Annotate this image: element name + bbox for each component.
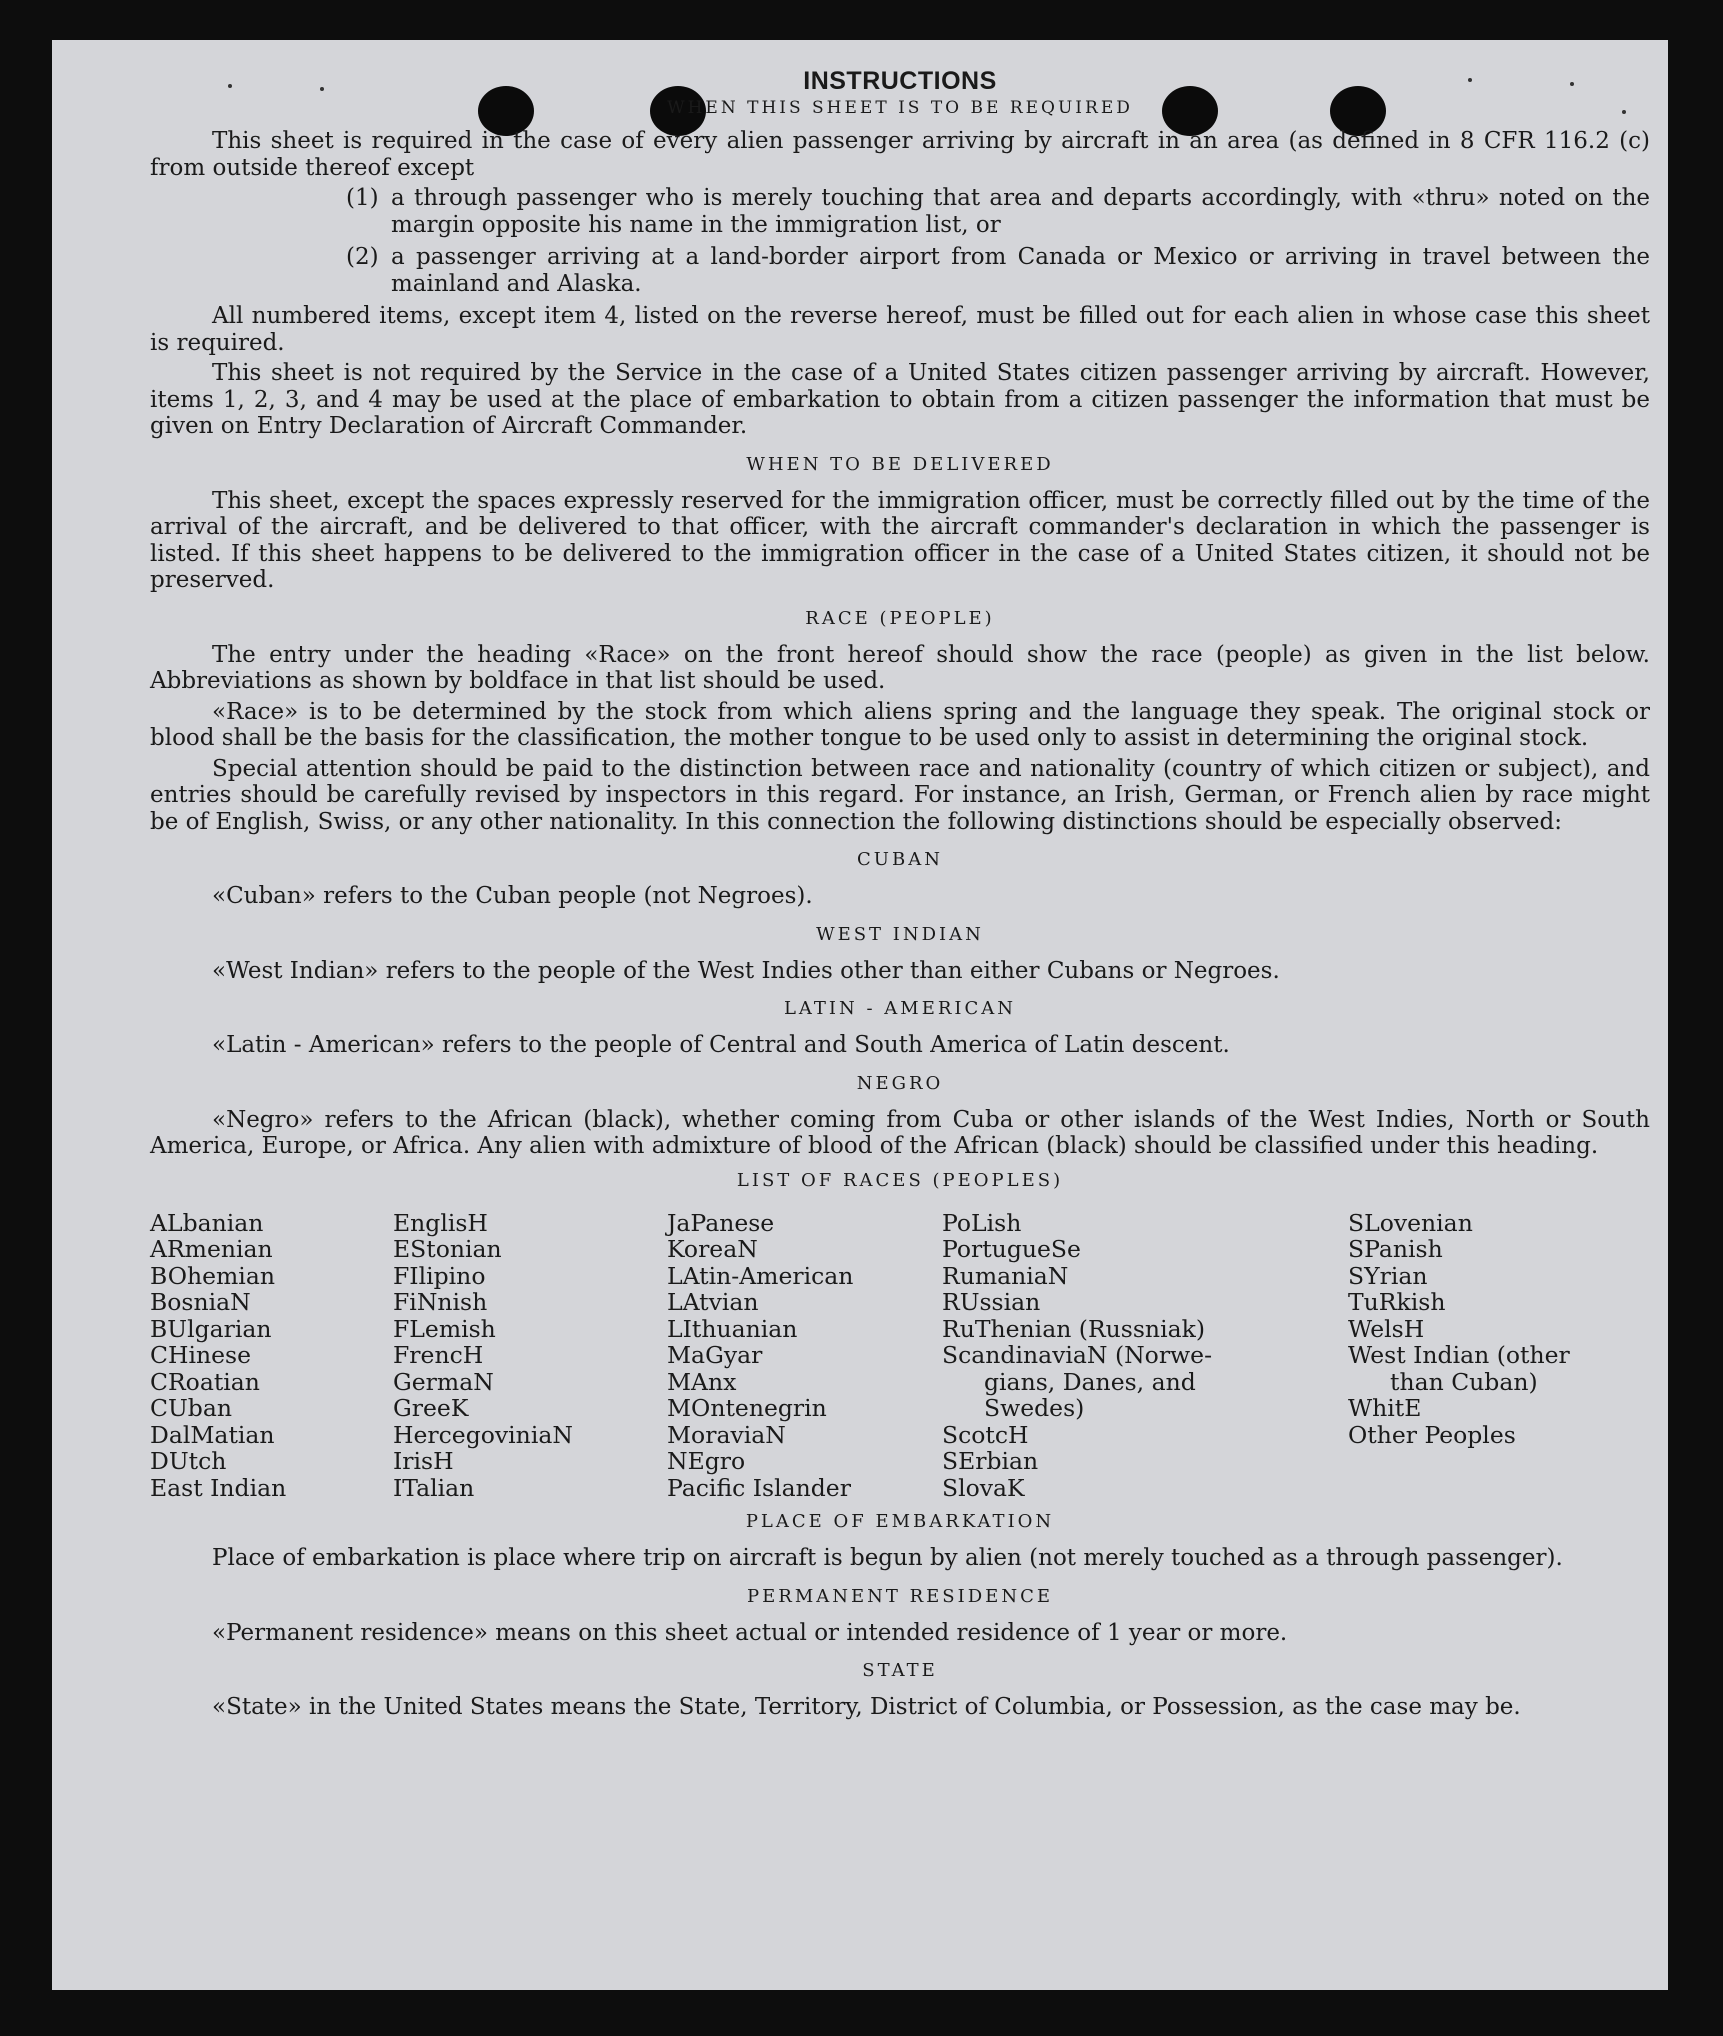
item-number: (2) xyxy=(346,244,379,270)
race-entry: WelsH xyxy=(1348,1314,1425,1343)
page-subtitle: WHEN THIS SHEET IS TO BE REQUIRED xyxy=(667,98,1133,118)
exception-item xyxy=(150,244,1650,297)
section-text: Special attention should be paid to the distinction between race and nationality (country of which citizen or subject), and entries should be carefully revised by inspectors in this regard. For instance, an Irish, German, or French alien by race might be of English, Swiss, or any other nationality. In this connection the following distinctions should be especially observed: xyxy=(150,755,1650,835)
race-entry: JaPanese xyxy=(667,1208,775,1237)
race-entry: ScotcH xyxy=(942,1420,1029,1449)
section-heading: PLACE OF EMBARKATION xyxy=(745,1511,1055,1532)
race-entry: SlovaK xyxy=(942,1473,1025,1502)
section-heading: NEGRO xyxy=(856,1072,944,1094)
race-entry: FiNnish xyxy=(393,1288,488,1316)
race-entry: MAnx xyxy=(667,1367,737,1396)
section-text: «Latin - American» refers to the people of Central and South America of Latin descent. xyxy=(212,1032,1230,1058)
race-entry: SLovenian xyxy=(1348,1208,1473,1237)
race-entry: CUban xyxy=(150,1394,232,1422)
section-heading: LATIN - AMERICAN xyxy=(783,998,1017,1019)
race-entry: Swedes) xyxy=(984,1394,1085,1422)
race-entry: BOhemian xyxy=(150,1261,275,1290)
instructions-body xyxy=(150,66,1650,1725)
race-entry: WhitE xyxy=(1348,1394,1422,1422)
item-text: a passenger arriving at a land-border airport from Canada or Mexico or arriving in travel between the mainland and Alaska. xyxy=(391,244,1650,297)
section-text: The entry under the heading «Race» on the front hereof should show the race (people) as given in the list below. Abbreviations as shown by boldface in that list should be used. xyxy=(150,641,1650,694)
race-column xyxy=(1348,1210,1570,1502)
race-entry: LAtin-American xyxy=(667,1261,854,1290)
race-entry: CRoatian xyxy=(150,1367,260,1396)
race-entry: PortugueSe xyxy=(942,1235,1081,1263)
race-entry: LAtvian xyxy=(667,1288,759,1316)
race-entry: Other Peoples xyxy=(1348,1420,1516,1449)
race-column xyxy=(393,1210,667,1502)
race-entry: KoreaN xyxy=(667,1235,758,1263)
race-entry: GreeK xyxy=(393,1394,469,1422)
page-title: INSTRUCTIONS xyxy=(803,67,997,95)
race-entry: DalMatian xyxy=(150,1420,275,1449)
section-text: «Negro» refers to the African (black), whether coming from Cuba or other islands of the West Indies, North or South America, Europe, or Africa. Any alien with admixture of blood of the African (black) should be classified under this heading. xyxy=(150,1106,1650,1159)
section-text: «Permanent residence» means on this sheet actual or intended residence of 1 year or more. xyxy=(212,1619,1288,1646)
race-entry: EStonian xyxy=(393,1235,502,1263)
section-text: Place of embarkation is place where trip on aircraft is begun by alien (not merely touched as a through passenger). xyxy=(212,1545,1563,1571)
section-text: This sheet, except the spaces expressly reserved for the immigration officer, must be correctly filled out by the time of the arrival of the aircraft, and be delivered to that officer, with the aircraft commander's declaration in which the passenger is listed. If this sheet happens to be delivered to the immigration officer in the case of a United States citizen, it should not be preserved. xyxy=(150,487,1650,593)
race-entry: HercegoviniaN xyxy=(393,1420,573,1449)
race-entry: LIthuanian xyxy=(667,1314,798,1343)
race-entry: West Indian (other xyxy=(1348,1341,1570,1369)
section-heading: CUBAN xyxy=(857,849,943,870)
race-entry: DUtch xyxy=(150,1447,227,1475)
race-entry: ITalian xyxy=(393,1473,475,1502)
race-entry: GermaN xyxy=(393,1367,494,1396)
race-entry: ALbanian xyxy=(150,1208,264,1237)
race-list xyxy=(150,1210,1650,1502)
race-entry: EnglisH xyxy=(393,1208,488,1237)
race-column xyxy=(667,1210,942,1502)
race-entry: FLemish xyxy=(393,1314,496,1343)
race-entry: RumaniaN xyxy=(942,1261,1069,1290)
item-text: a through passenger who is merely touching that area and departs accordingly, with «thru» noted on the margin opposite his name in the immigration list, or xyxy=(391,185,1650,238)
race-entry: IrisH xyxy=(393,1447,454,1475)
race-entry: BUlgarian xyxy=(150,1314,272,1343)
race-entry: ScandinaviaN (Norwe- xyxy=(942,1341,1213,1369)
race-entry: Pacific Islander xyxy=(667,1473,851,1502)
section-heading: LIST OF RACES (PEOPLES) xyxy=(736,1169,1064,1191)
race-entry: TuRkish xyxy=(1348,1288,1446,1316)
exception-item xyxy=(150,185,1650,238)
section-text: «Cuban» refers to the Cuban people (not Negroes). xyxy=(212,883,813,909)
section-heading: WHEN TO BE DELIVERED xyxy=(746,453,1054,475)
intro-paragraph: All numbered items, except item 4, listed on the reverse hereof, must be filled out for each alien in whose case this sheet is required. xyxy=(150,303,1650,356)
section-text: «State» in the United States means the State, Territory, District of Columbia, or Possession, as the case may be. xyxy=(212,1694,1521,1720)
document-page xyxy=(52,40,1668,1990)
race-entry: FrencH xyxy=(393,1341,484,1369)
section-text: «Race» is to be determined by the stock from which aliens spring and the language they speak. The original stock or blood shall be the basis for the classification, the mother tongue to be used only to assist in determining the original stock. xyxy=(150,698,1650,751)
race-entry: SErbian xyxy=(942,1447,1039,1475)
item-number: (1) xyxy=(346,185,379,211)
race-entry: East Indian xyxy=(150,1473,287,1502)
race-entry: SYrian xyxy=(1348,1261,1428,1290)
race-entry: NEgro xyxy=(667,1447,746,1475)
race-entry: PoLish xyxy=(942,1208,1022,1237)
race-entry: CHinese xyxy=(150,1341,251,1369)
race-entry: ARmenian xyxy=(150,1235,273,1263)
section-heading: PERMANENT RESIDENCE xyxy=(747,1585,1053,1607)
race-entry: BosniaN xyxy=(150,1288,251,1316)
race-entry: SPanish xyxy=(1348,1235,1443,1263)
section-heading: WEST INDIAN xyxy=(816,923,984,945)
race-entry: MoraviaN xyxy=(667,1420,786,1449)
section-heading: RACE (PEOPLE) xyxy=(805,607,995,629)
race-entry: MOntenegrin xyxy=(667,1394,827,1422)
race-entry: than Cuban) xyxy=(1390,1367,1538,1396)
section-text: «West Indian» refers to the people of the West Indies other than either Cubans or Negroes. xyxy=(212,957,1280,984)
race-entry: RuThenian (Russniak) xyxy=(942,1314,1205,1343)
intro-paragraph: This sheet is required in the case of every alien passenger arriving by aircraft in an area (as defined in 8 CFR 116.2 (c) from outside thereof except xyxy=(150,128,1650,181)
race-entry: FIlipino xyxy=(393,1261,486,1290)
section-heading: STATE xyxy=(862,1660,938,1681)
race-entry: gians, Danes, and xyxy=(984,1367,1196,1396)
intro-paragraph: This sheet is not required by the Service in the case of a United States citizen passenger arriving by aircraft. However, items 1, 2, 3, and 4 may be used at the place of embarkation to obtain from a citizen passenger the information that must be given on Entry Declaration of Aircraft Commander. xyxy=(150,360,1650,439)
race-entry: RUssian xyxy=(942,1288,1041,1316)
race-column xyxy=(150,1210,393,1502)
race-entry: MaGyar xyxy=(667,1341,763,1369)
race-column xyxy=(942,1210,1348,1502)
